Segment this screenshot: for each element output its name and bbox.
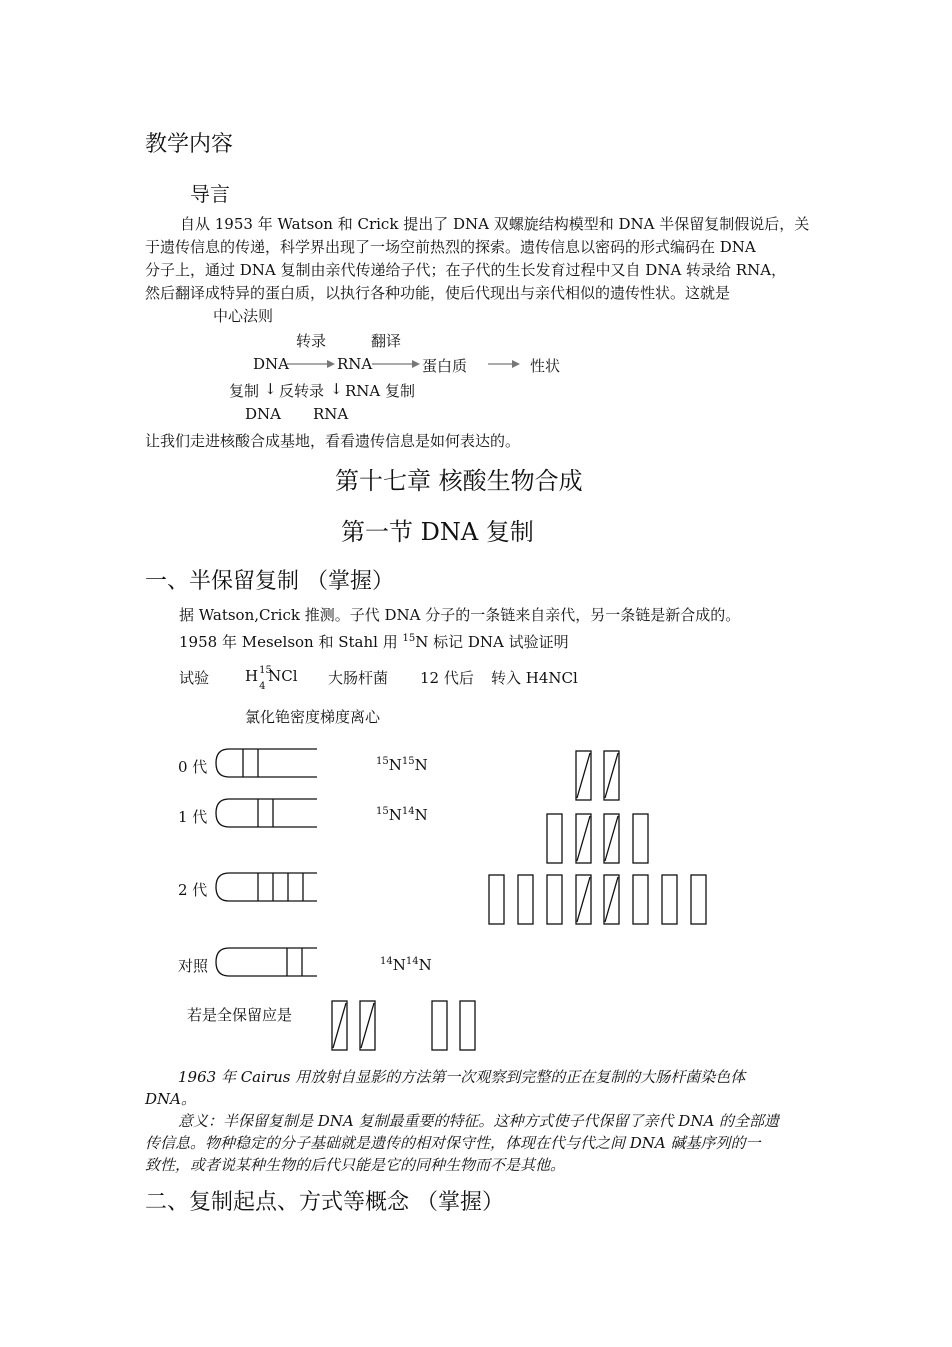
gen-1-label: 1 代 bbox=[178, 808, 208, 826]
rna-replication-label: RNA 复制 bbox=[345, 382, 416, 400]
trait-node: 性状 bbox=[530, 357, 561, 375]
intro-line-3: 分子上，通过 DNA 复制由亲代传递给子代；在子代的生长发育过程中又自 DNA 转录给 RNA， bbox=[145, 261, 787, 279]
experiment-label: 试验 bbox=[179, 669, 210, 687]
paragraph-1: 据 Watson,Crick 推测。子代 DNA 分子的一条链来自亲代，另一条链是新合成的。 bbox=[179, 606, 741, 624]
rna-node-2: RNA bbox=[313, 405, 349, 423]
gen-0-label: 0 代 bbox=[178, 758, 208, 776]
translation-label: 翻译 bbox=[371, 332, 402, 350]
transcription-label: 转录 bbox=[296, 332, 327, 350]
protein-node: 蛋白质 bbox=[422, 357, 468, 375]
arrow-down-icon: ↓ bbox=[264, 380, 277, 398]
conservative-label: 若是全保留应是 bbox=[187, 1006, 293, 1024]
dna-node-2: DNA bbox=[245, 405, 281, 423]
paragraph-4-line-1: 意义：半保留复制是 DNA 复制最重要的特征。这种方式使子代保留了亲代 DNA 的全部遗 bbox=[178, 1112, 780, 1130]
ecoli-label: 大肠杆菌 bbox=[328, 669, 389, 687]
generations-label: 12 代后 bbox=[420, 669, 474, 687]
section-title: 第一节 DNA 复制 bbox=[341, 518, 534, 546]
control-label: 对照 bbox=[178, 957, 209, 975]
transfer-label: 转入 H4NCl bbox=[491, 669, 578, 687]
method-label: 氯化铯密度梯度离心 bbox=[245, 708, 381, 726]
paragraph-4-line-3: 致性，或者说某种生物的后代只能是它的同种生物而不是其他。 bbox=[145, 1156, 566, 1174]
subsection-2-title: 二、复制起点、方式等概念 （掌握） bbox=[145, 1190, 504, 1215]
rna-node: RNA bbox=[337, 355, 373, 373]
intro-line-2: 于遗传信息的传递，科学界出现了一场空前热烈的探索。遗传信息以密码的形式编码在 DNA bbox=[145, 238, 756, 256]
paragraph-3: 1963 年 Cairus 用放射自显影的方法第一次观察到完整的正在复制的大肠杆菌染色体 bbox=[178, 1068, 746, 1086]
paragraph-4-line-2: 传信息。物种稳定的分子基础就是遗传的相对保守性，体现在代与代之间 DNA 碱基序列的一 bbox=[145, 1134, 761, 1152]
subsection-1-title: 一、半保留复制 （掌握） bbox=[145, 569, 394, 594]
isotope-control: $^{14}N^{14}N$ bbox=[380, 956, 432, 974]
intro-line-1: 自从 1953 年 Watson 和 Crick 提出了 DNA 双螺旋结构模型和 DNA 半保留复制假说后，关 bbox=[180, 215, 810, 233]
replicate-label: 复制 bbox=[229, 382, 260, 400]
intro-line-4: 然后翻译成特异的蛋白质，以执行各种功能，使后代现出与亲代相似的遗传性状。这就是 bbox=[145, 284, 731, 302]
page-heading: 教学内容 bbox=[145, 132, 234, 157]
chapter-title: 第十七章 核酸生物合成 bbox=[335, 467, 583, 495]
ammonium-chloride-15n: H 15 4 NCl bbox=[245, 665, 298, 692]
central-dogma-label: 中心法则 bbox=[213, 307, 274, 325]
arrow-down-icon: ↓ bbox=[330, 380, 343, 398]
paragraph-2: 1958 年 Meselson 和 Stahl 用 $^{15}$N 标记 DNA 试验证明 bbox=[179, 633, 569, 651]
paragraph-3-end: DNA。 bbox=[145, 1090, 196, 1108]
reverse-transcription-label: 反转录 bbox=[279, 382, 325, 400]
dna-node: DNA bbox=[253, 355, 289, 373]
gen-2-label: 2 代 bbox=[178, 881, 208, 899]
isotope-gen-1: $^{15}N^{14}N$ bbox=[376, 806, 428, 824]
intro-conclusion: 让我们走进核酸合成基地，看看遗传信息是如何表达的。 bbox=[145, 432, 521, 450]
intro-title: 导言 bbox=[190, 182, 230, 206]
isotope-gen-0: $^{15}N^{15}N$ bbox=[376, 756, 428, 774]
